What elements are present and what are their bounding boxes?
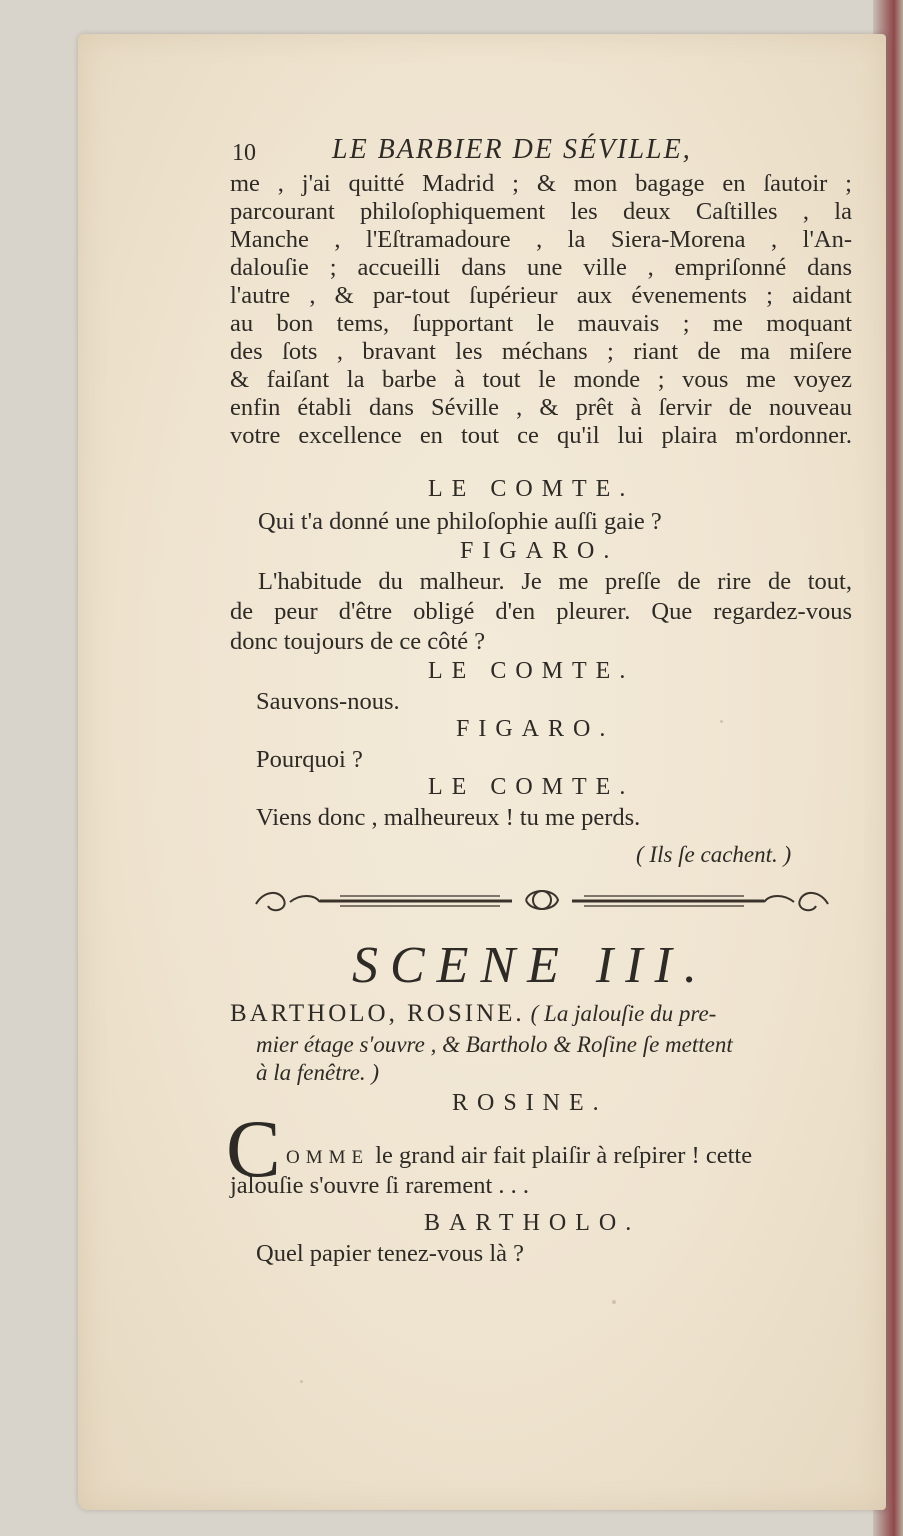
speech-line: jalouſie s'ouvre ſi rarement . . . [230, 1172, 530, 1199]
text-line: votre excellence en tout ce qu'il lui plaira m'ordonner. [230, 422, 852, 449]
text-line: de peur d'être obligé d'en pleurer. Que regardez-vous [230, 598, 852, 625]
text-line: des ſots , bravant les méchans ; riant de ma miſere [230, 338, 852, 365]
text-line: L'habitude du malheur. Je me preſſe de rire de tout, [258, 568, 852, 595]
cast-line [230, 1000, 716, 1028]
paper-speck [300, 1380, 303, 1383]
page-number: 10 [232, 140, 256, 166]
speaker-bartholo: BARTHOLO. [424, 1210, 641, 1236]
speech-line: Pourquoi ? [256, 746, 363, 773]
running-head [232, 134, 832, 174]
ornamental-divider [250, 880, 834, 920]
text-line: Manche , l'Eſtramadoure , la Siera-Morena , l'An- [230, 226, 852, 253]
speaker-figaro: FIGARO. [456, 716, 615, 742]
speech-line: Quel papier tenez-vous là ? [256, 1240, 525, 1267]
speaker-figaro: FIGARO. [460, 538, 619, 564]
speech-line: Sauvons-nous. [256, 688, 400, 715]
cast-direction: à la fenêtre. ) [256, 1060, 380, 1085]
drop-cap-run: OMME [286, 1147, 370, 1168]
speech-line: Qui t'a donné une philoſophie auſſi gaie ? [258, 508, 662, 535]
text-line: enfin établi dans Séville , & prêt à ſervir de nouveau [230, 394, 852, 421]
cast-direction: mier étage s'ouvre , & Bartholo & Roſine ſe mettent [256, 1032, 733, 1057]
text-line: me , j'ai quitté Madrid ; & mon bagage en ſautoir ; [230, 170, 852, 197]
paper-speck [720, 720, 723, 723]
scene-title: SCENE III. [352, 937, 709, 994]
stage-direction: ( Ils ſe cachent. ) [636, 842, 792, 867]
speaker-le-comte: LE COMTE. [428, 658, 635, 684]
speech-line [286, 1142, 752, 1170]
cast-direction: ( La jalouſie du pre- [530, 1001, 717, 1026]
speech-line: Viens donc , malheureux ! tu me perds. [256, 804, 641, 831]
speaker-le-comte: LE COMTE. [428, 476, 635, 502]
text-line: parcourant philoſophiquement les deux Caſtilles , la [230, 198, 852, 225]
text-line: au bon tems, ſupportant le mauvais ; me moquant [230, 310, 852, 337]
paper-speck [612, 1300, 616, 1304]
text-line: l'autre , & par-tout ſupérieur aux évenements ; aidant [230, 282, 852, 309]
drop-cap: C [226, 1103, 281, 1194]
text-line: dalouſie ; accueilli dans une ville , empriſonné dans [230, 254, 852, 281]
speaker-le-comte: LE COMTE. [428, 774, 635, 800]
text-line: & faiſant la barbe à tout le monde ; vous me voyez [230, 366, 852, 393]
speaker-rosine: ROSINE. [452, 1090, 608, 1116]
cast-names: BARTHOLO, ROSINE. [230, 1000, 525, 1027]
speech-text: le grand air fait plaiſir à reſpirer ! cette [375, 1142, 753, 1169]
running-title: LE BARBIER DE SÉVILLE, [332, 134, 692, 165]
speech-line: donc toujours de ce côté ? [230, 628, 486, 655]
